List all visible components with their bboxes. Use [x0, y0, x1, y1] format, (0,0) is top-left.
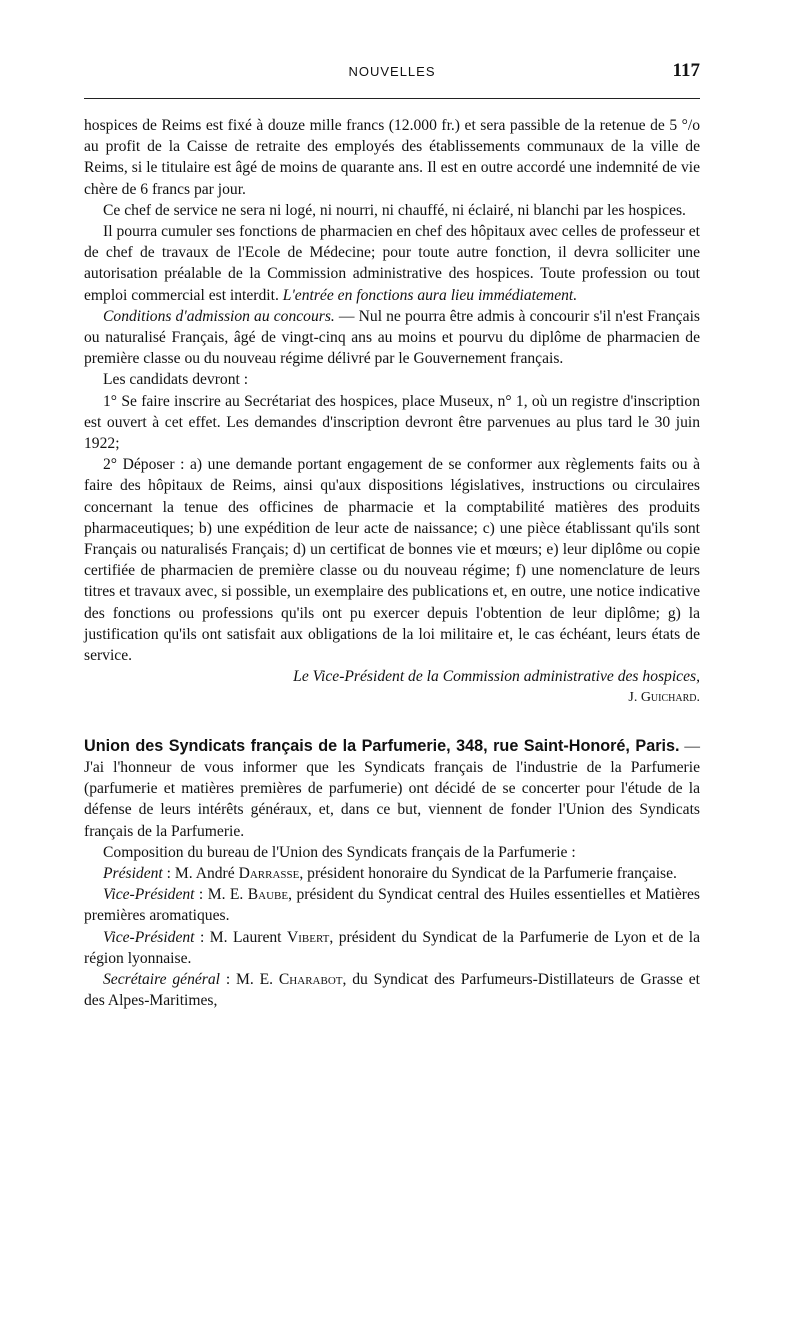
parfumerie-headline: Union des Syndicats français de la Parfumerie, 348, rue Saint-Honoré, Paris.	[84, 736, 680, 755]
parfumerie-intro-text: — J'ai l'honneur de vous informer que les Syndicats français de l'industrie de la Parfumerie (parfumerie et matières premières de parfumerie) ont décidé de se concerter pour l'étude de la défense de leurs intérêts généraux, et, dans ce but, viennent de fonder l'Union des Syndicats français de la Parfumerie.	[84, 737, 700, 840]
member-role: Vice-Président	[103, 886, 195, 904]
page-number: 117	[672, 60, 700, 81]
member-desc: , président du Syndicat de la Parfumerie de Lyon et de la région lyonnaise.	[84, 928, 700, 967]
member-prefix: : M. Laurent	[194, 928, 287, 946]
member-line	[84, 884, 700, 926]
signature-name: J. Guichard.	[628, 690, 700, 706]
member-prefix: : M. E.	[219, 970, 279, 988]
paragraph-benefits: Ce chef de service ne sera ni logé, ni nourri, ni chauffé, ni éclairé, ni blanchi par les hospices.	[103, 201, 686, 219]
duties-text: Il pourra cumuler ses fonctions de pharmacien en chef des hôpitaux avec celles de professeur et de chef de travaux de l'Ecole de Médecine; pour toute autre fonction, il devra solliciter une autorisation préalable de la Commission administrative des hospices. Toute profession ou tout emploi commercial est interdit.	[84, 223, 700, 304]
paragraph-salary: hospices de Reims est fixé à douze mille francs (12.000 fr.) et sera passible de la retenue de 5 °/o au profit de la Caisse de retraite des employés des établissements communaux de la ville de Reims, si le titulaire est âgé de moins de quarante ans. Il est en outre accordé une indemnité de vie chère de 6 francs par jour.	[84, 117, 700, 198]
start-date-note: L'entrée en fonctions aura lieu immédiatement.	[282, 286, 578, 304]
signature-title: Le Vice-Président de la Commission administrative des hospices,	[293, 668, 700, 686]
member-role: Vice-Président	[103, 928, 195, 946]
header-rule	[84, 98, 700, 99]
running-title: NOUVELLES	[348, 64, 436, 79]
member-line	[84, 927, 700, 969]
parfumerie-intro	[84, 736, 700, 842]
paragraph-duties	[84, 221, 700, 306]
article-body	[84, 115, 700, 1011]
member-prefix: : M. André	[162, 864, 239, 882]
paragraph-candidates: Les candidats devront :	[103, 371, 249, 389]
member-prefix: : M. E.	[194, 886, 248, 904]
member-desc: , président honoraire du Syndicat de la Parfumerie française.	[299, 864, 677, 882]
section-gap	[84, 709, 700, 736]
conditions-heading: Conditions d'admission au concours.	[103, 307, 335, 325]
page	[84, 60, 700, 1010]
member-line	[84, 863, 700, 884]
paragraph-registration: 1° Se faire inscrire au Secrétariat des hospices, place Museux, n° 1, où un registre d'inscription est ouvert à cet effet. Les demandes d'inscription devront être parvenues au plus tard le 30 juin 1922;	[84, 392, 700, 453]
member-line	[84, 969, 700, 1011]
conditions-text: — Nul ne pourra être admis à concourir s'il n'est Français ou naturalisé Français, âgé de vingt-cinq ans au moins et pourvu du diplôme de pharmacien de première classe ou du nouveau régime délivré par le Gouvernement français.	[84, 307, 700, 368]
paragraph-documents: 2° Déposer : a) une demande portant engagement de se conformer aux règlements faits ou à faire des hôpitaux de Reims, ainsi qu'aux dispositions législatives, instructions ou circulaires concernant la tenue des officines de pharmacie et la comptabilité matières des produits pharmaceutiques; b) une expédition de leur acte de naissance; c) une pièce établissant qu'ils sont Français ou naturalisés Français; d) un certificat de bonnes vie et mœurs; e) leur diplôme ou copie certifiée de pharmacien de première classe ou du nouveau régime; f) une nomenclature de leurs titres et travaux avec, si possible, un exemplaire des publications et, en outre, une notice indicative des fonctions ou professions qu'ils ont pu exercer depuis l'obtention de leur diplôme; g) la justification qu'ils ont satisfait aux obligations de la loi militaire et, le cas échéant, leurs états de service.	[84, 456, 700, 665]
page-header	[84, 60, 700, 90]
member-name: Charabot	[278, 970, 343, 988]
member-name: Baube	[247, 886, 289, 904]
member-role: Président	[103, 864, 163, 882]
member-name: Darrasse	[238, 864, 300, 882]
paragraph-conditions	[84, 306, 700, 370]
composition-line: Composition du bureau de l'Union des Syndicats français de la Parfumerie :	[103, 843, 576, 861]
member-desc: , président du Syndicat central des Huiles essentielles et Matières premières aromatiques.	[84, 886, 700, 925]
member-desc: , du Syndicat des Parfumeurs-Distillateurs de Grasse et des Alpes-Maritimes,	[84, 970, 700, 1010]
member-name: Vibert	[286, 928, 330, 946]
member-role: Secrétaire général	[103, 970, 220, 988]
